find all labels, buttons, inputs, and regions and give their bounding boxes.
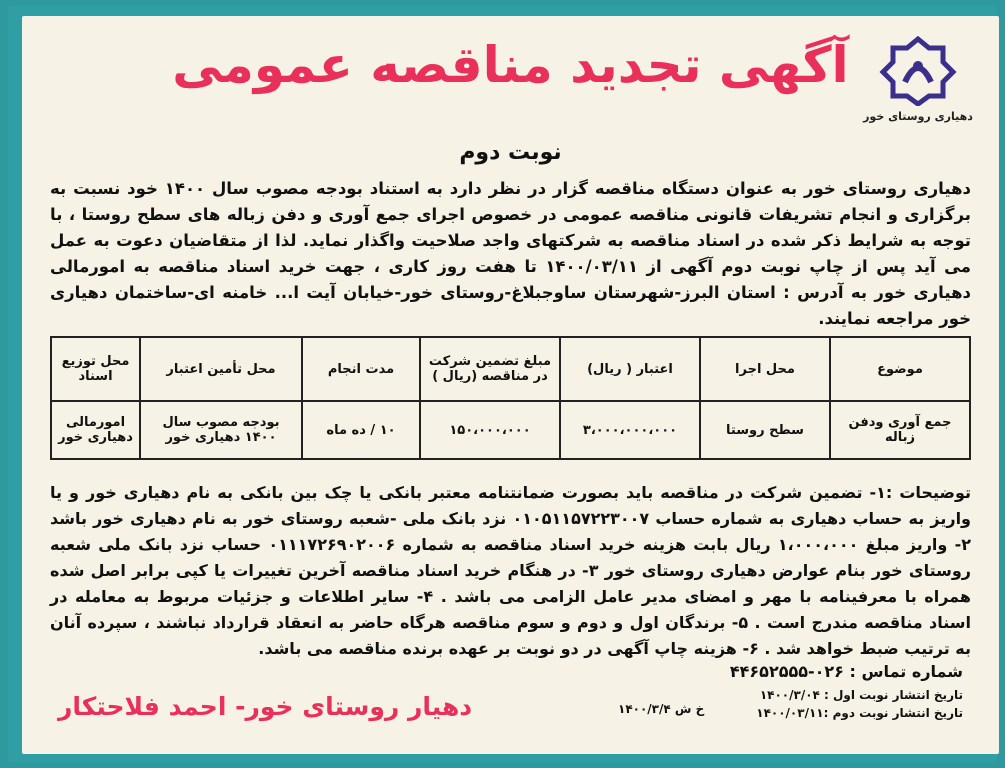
table-cell: جمع آوری ودفن زباله [830,401,970,459]
signer-name: دهیار روستای خور- احمد فلاحتکار [58,692,473,721]
table-cell: امورمالی دهیاری خور [51,401,140,459]
notes-paragraph: توضیحات :۱- تضمین شرکت در مناقصه باید بصورت ضمانتنامه معتبر بانکی یا چک بین بانکی به نام دهیاری خور و یا واریز به حساب دهیاری به شماره حساب ۰۱۰۵۱۱۵۷۲۲۳۰۰۷ نزد بانک ملی -شعبه روستای خور به نام دهیاری خور باشد ۲- واریز مبلغ ۱،۰۰۰،۰۰۰ ریال بابت هزینه خرید اسناد مناقصه به شماره ۰۱۱۱۷۲۶۹۰۲۰۰۶ حساب نزد بانک ملی شعبه روستای خور بنام عوارض دهیاری روستای خور ۳- در هنگام خرید اسناد مناقصه آخرین تغییرات یا کپی برابر اصل شده همراه با معرفینامه با مهر و امضای مدیر عامل الزامی می باشد . ۴- سایر اطلاعات و جزئیات مربوط به معامله در اسناد مناقصه مندرج است . ۵- برندگان اول و دوم و سوم مناقصه هرگاه حاضر به انعقاد قرارداد نباشند ، سپرده آنان به ترتیب ضبط خواهد شد . ۶- هزینه چاپ آگهی در دو نوبت بر عهده برنده مناقصه می باشد. [50,483,972,658]
table-header-row [51,337,970,401]
intro-paragraph: دهیاری روستای خور به عنوان دستگاه مناقصه گزار در نظر دارد به استناد بودجه مصوب سال ۱۴۰۰ خود نسبت به برگزاری و انجام تشریفات قانونی مناقصه عمومی در خصوص اجرای جمع آوری و دفن زباله های سطح روستا ، با توجه به شرایط ذکر شده در اسناد مناقصه به شرکتهای واجد صلاحیت واگذار نماید. لذا از متقاضیان دعوت به عمل می آید پس از چاپ نوبت دوم آگهی از ۱۴۰۰/۰۳/۱۱ تا هفت روز کاری ، جهت خرید اسناد مناقصه به امورمالی دهیاری خور به آدرس : استان البرز-شهرستان ساوجبلاغ-روستای خور-خیابان آیت ا... خامنه ای-ساختمان دهیاری خور مراجعه نمایند. [50,179,971,328]
table-header: محل تأمین اعتبار [140,337,302,401]
table-header: محل اجرا [700,337,830,401]
announcement-title: آگهی تجدید مناقصه عمومی [172,36,849,94]
table-cell: ۱۰ / ده ماه [302,401,420,459]
reference-code: خ ش ۱۴۰۰/۳/۴ [618,702,705,716]
table-cell: بودجه مصوب سال ۱۴۰۰ دهیاری خور [140,401,302,459]
tender-table [50,336,971,460]
table-header: اعتبار ( ریال) [560,337,700,401]
table-cell: سطح روستا [700,401,830,459]
table-header: مدت انجام [302,337,420,401]
second-publish-date: تاریخ انتشار نوبت دوم :۱۴۰۰/۰۳/۱۱ [756,706,963,720]
table-header: مبلغ تضمین شرکت در مناقصه (ریال ) [420,337,560,401]
table-row [51,401,970,459]
table-cell: ۳،۰۰۰،۰۰۰،۰۰۰ [560,401,700,459]
publish-dates [756,686,963,722]
contact-phone: شماره تماس : ۰۲۶-۴۴۶۵۲۵۵۵ [729,662,963,681]
announcement-paper [22,16,999,754]
teal-frame [8,6,997,762]
announcement-subtitle: نوبت دوم [459,140,562,165]
first-publish-date: تاریخ انتشار نوبت اول : ۱۴۰۰/۳/۰۴ [759,688,963,702]
table-header: موضوع [830,337,970,401]
table-cell: ۱۵۰،۰۰۰،۰۰۰ [420,401,560,459]
table-header: محل توزیع اسناد [51,337,140,401]
logo-caption: دهیاری روستای خور [863,110,973,123]
